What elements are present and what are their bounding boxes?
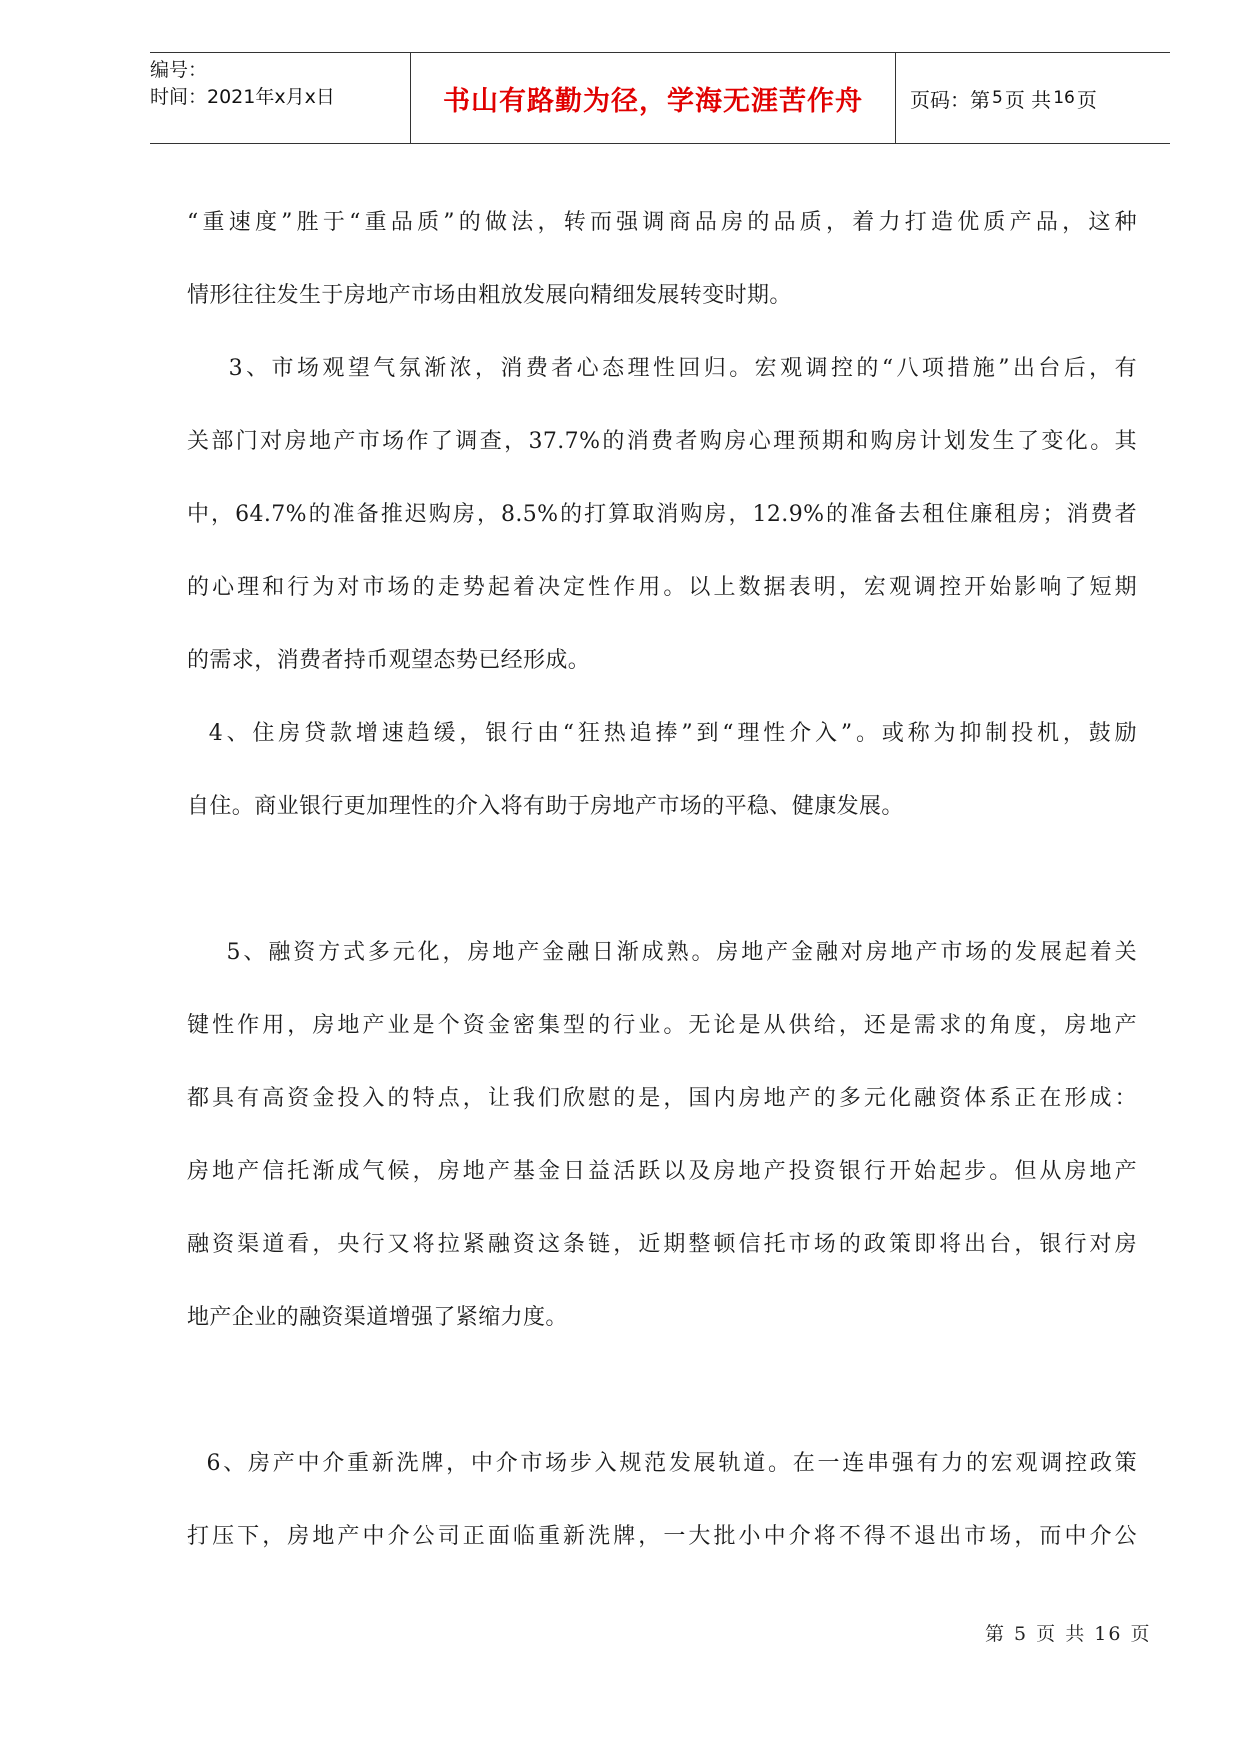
text-line: 的需求，消费者持币观望态势已经形成。 — [187, 648, 591, 673]
text-line: 房地产信托渐成气候，房地产基金日益活跃以及房地产投资银行开始起步。但从房地产 — [187, 1159, 1137, 1184]
paragraph — [187, 186, 1137, 332]
text-line: 打压下，房地产中介公司正面临重新洗牌，一大批小中介将不得不退出市场，而中介公 — [187, 1524, 1137, 1549]
paragraph-spacer — [187, 1354, 1137, 1427]
text-line: 3、市场观望气氛渐浓，消费者心态理性回归。宏观调控的“八项措施”出台后，有 — [187, 356, 1137, 381]
paragraph — [187, 916, 1137, 1354]
text-line: 地产企业的融资渠道增强了紧缩力度。 — [187, 1305, 568, 1330]
page-footer: 第 5 页 共 16 页 — [985, 1623, 1152, 1645]
text-line: 4、住房贷款增速趋缓，银行由“狂热追捧”到“理性介入”。或称为抑制投机，鼓励 — [187, 721, 1137, 746]
paragraph — [187, 332, 1137, 697]
text-line: 的心理和行为对市场的走势起着决定性作用。以上数据表明，宏观调控开始影响了短期 — [187, 575, 1137, 600]
page-mid: 页 共 — [1004, 87, 1052, 112]
text-line: “重速度”胜于“重品质”的做法，转而强调商品房的品质，着力打造优质产品，这种 — [187, 210, 1137, 235]
text-line: 键性作用，房地产业是个资金密集型的行业。无论是从供给，还是需求的角度，房地产 — [187, 1013, 1137, 1038]
page-prefix: 页码：第 — [910, 87, 990, 112]
document-time: 时间：2021年x月x日 — [150, 86, 335, 108]
text-line: 关部门对房地产市场作了调查，37.7%的消费者购房心理预期和购房计划发生了变化。其 — [187, 429, 1137, 454]
paragraph-spacer — [187, 843, 1137, 916]
text-line: 中，64.7%的准备推迟购房，8.5%的打算取消购房，12.9%的准备去租住廉租房；消费者 — [187, 502, 1137, 527]
document-number-label: 编号： — [150, 59, 208, 81]
page-current: 5 — [992, 88, 1003, 108]
text-line: 都具有高资金投入的特点，让我们欣慰的是，国内房地产的多元化融资体系正在形成： — [187, 1086, 1137, 1111]
header-meta — [150, 53, 410, 143]
text-line: 情形往往发生于房地产市场由粗放发展向精细发展转变时期。 — [187, 283, 792, 308]
text-line: 5、融资方式多元化，房地产金融日渐成熟。房地产金融对房地产市场的发展起着关 — [187, 940, 1137, 965]
page-suffix: 页 — [1076, 87, 1097, 112]
document-body — [187, 186, 1137, 1573]
header-motto: 书山有路勤为径，学海无涯苦作舟 — [410, 53, 896, 143]
paragraph — [187, 1427, 1137, 1573]
page-header — [150, 52, 1170, 144]
paragraph — [187, 697, 1137, 843]
text-line: 6、房产中介重新洗牌，中介市场步入规范发展轨道。在一连串强有力的宏观调控政策 — [187, 1451, 1137, 1476]
header-page-number — [896, 53, 1170, 143]
page-total: 16 — [1053, 88, 1075, 108]
text-line: 融资渠道看，央行又将拉紧融资这条链，近期整顿信托市场的政策即将出台，银行对房 — [187, 1232, 1137, 1257]
text-line: 自住。商业银行更加理性的介入将有助于房地产市场的平稳、健康发展。 — [187, 794, 904, 819]
